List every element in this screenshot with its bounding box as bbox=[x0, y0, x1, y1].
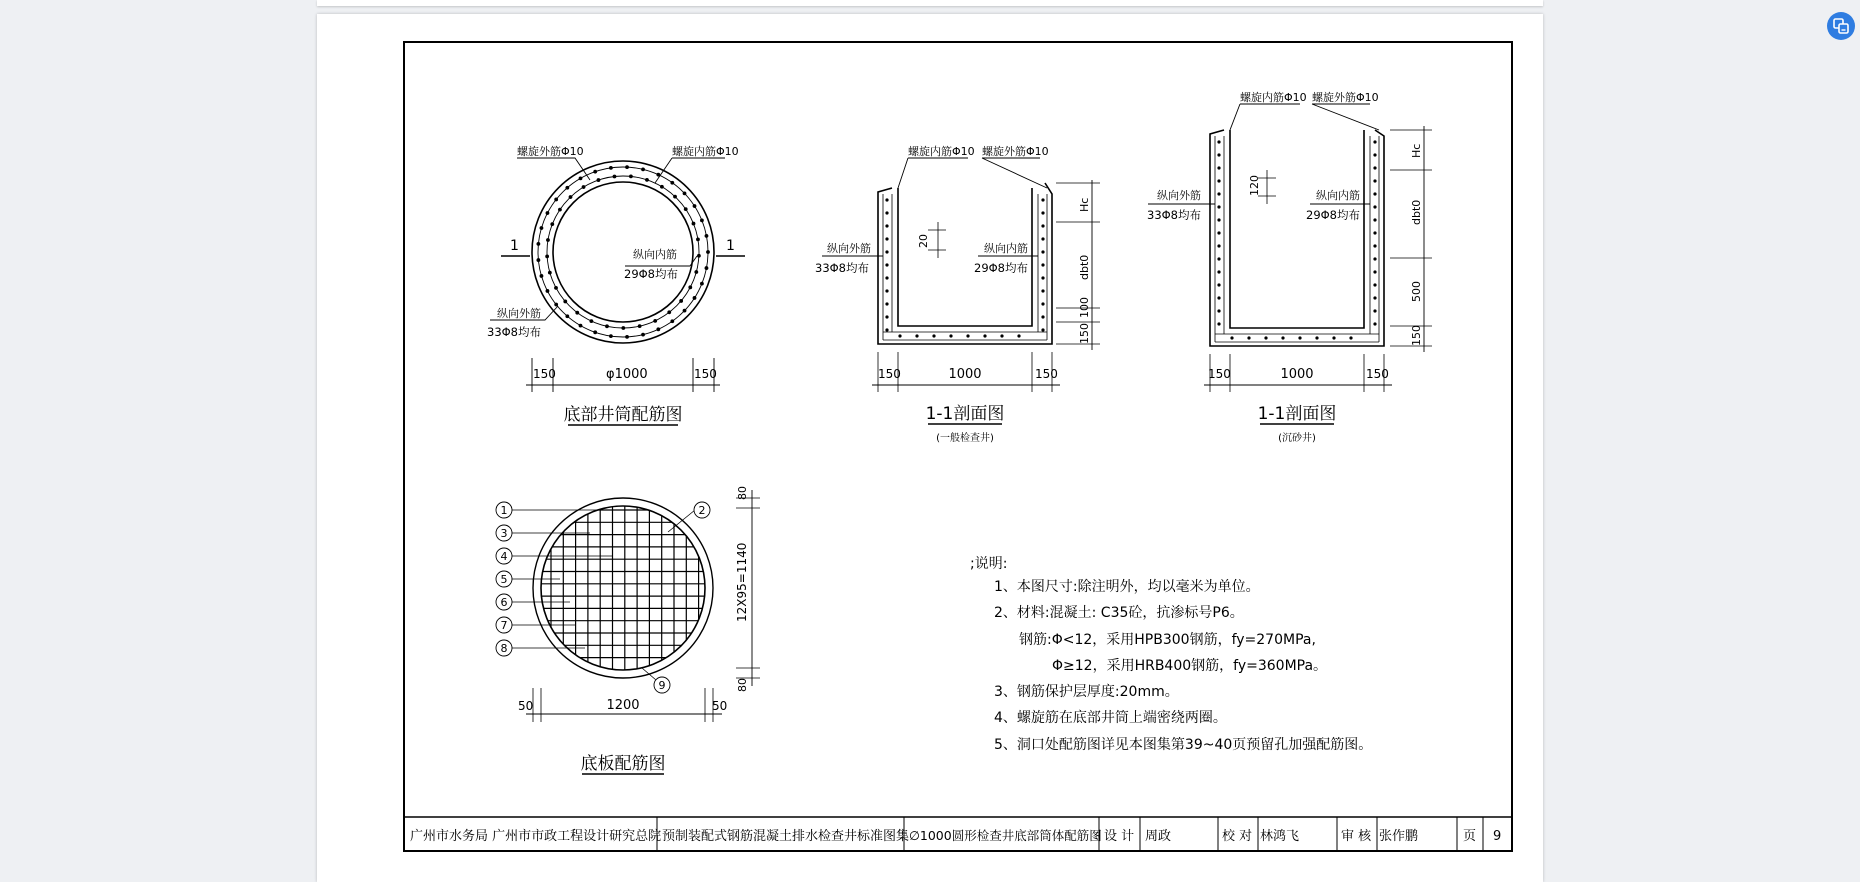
rebar-dot bbox=[1217, 179, 1220, 182]
rebar-dot bbox=[670, 319, 674, 323]
rebar-dot bbox=[1217, 231, 1220, 234]
dim-hc: Hc bbox=[1410, 143, 1423, 158]
base-rebar-mesh bbox=[535, 500, 711, 676]
dim-right: 150 bbox=[1035, 367, 1058, 381]
rebar-dot bbox=[638, 324, 642, 328]
base-rebar-marks bbox=[496, 502, 710, 693]
dim-db: dbt0 bbox=[1410, 199, 1423, 225]
rebar-dot bbox=[885, 276, 888, 279]
rebar-dot bbox=[673, 195, 677, 199]
mark-number: 8 bbox=[500, 642, 508, 655]
rebar-dot bbox=[1373, 283, 1376, 286]
review-name: 张作鹏 bbox=[1379, 829, 1419, 844]
rebar-dot bbox=[966, 334, 969, 337]
view-subtitle-section-sand: (沉砂井) bbox=[1278, 433, 1316, 444]
dim-left: 150 bbox=[1208, 367, 1231, 381]
rebar-dot bbox=[885, 211, 888, 214]
rebar-dot bbox=[653, 319, 657, 323]
rebar-dot bbox=[540, 274, 544, 278]
rebar-dot bbox=[565, 186, 569, 190]
rebar-dot bbox=[641, 333, 645, 337]
rebar-dot bbox=[593, 330, 597, 334]
mark-number: 6 bbox=[500, 596, 508, 609]
rebar-dot bbox=[641, 167, 645, 171]
rebar-dot bbox=[621, 326, 625, 330]
rebar-dot bbox=[885, 302, 888, 305]
dim-left: 150 bbox=[878, 367, 901, 381]
rebar-dot bbox=[696, 237, 700, 241]
rebar-dot bbox=[579, 176, 583, 180]
rebar-dot bbox=[1373, 322, 1376, 325]
dim-width: 1000 bbox=[1280, 367, 1314, 382]
dim-diameter: φ1000 bbox=[606, 367, 648, 382]
dim-spacing: 120 bbox=[1248, 175, 1261, 196]
rebar-dot bbox=[983, 334, 986, 337]
mark-number: 5 bbox=[500, 573, 508, 586]
rebar-dot bbox=[536, 242, 540, 246]
rebar-dot bbox=[692, 222, 696, 226]
dim-width: 1000 bbox=[948, 367, 982, 382]
floating-tool-button[interactable] bbox=[1827, 12, 1855, 40]
rebar-dot bbox=[1373, 270, 1376, 273]
drawing-frame bbox=[404, 42, 1512, 851]
mark-number: 9 bbox=[658, 679, 666, 692]
rebar-dot bbox=[1041, 211, 1044, 214]
rebar-dot bbox=[1349, 336, 1352, 339]
well-plan-view bbox=[487, 144, 745, 425]
rebar-dot bbox=[1298, 336, 1301, 339]
rebar-dot bbox=[1373, 205, 1376, 208]
rebar-dot bbox=[684, 207, 688, 211]
rebar-dot bbox=[548, 271, 552, 275]
mark-number: 4 bbox=[500, 550, 508, 563]
rebar-dot bbox=[697, 254, 701, 258]
rebar-dot bbox=[679, 299, 683, 303]
rebar-dot bbox=[885, 289, 888, 292]
rebar-dot bbox=[667, 310, 671, 314]
rebar-dot bbox=[1217, 205, 1220, 208]
rebar-dot bbox=[593, 170, 597, 174]
rebar-dot bbox=[1217, 257, 1220, 260]
inner-spiral-label: 螺旋内筋Φ10 bbox=[1240, 91, 1307, 104]
rebar-dot bbox=[915, 334, 918, 337]
rebar-dot bbox=[546, 289, 550, 293]
mark-number: 2 bbox=[698, 504, 706, 517]
rebar-dot bbox=[1217, 153, 1220, 156]
rebar-dot bbox=[565, 314, 569, 318]
section-sand-bars bbox=[1217, 140, 1376, 339]
rebar-dot bbox=[885, 237, 888, 240]
design-notes bbox=[970, 556, 1372, 753]
rebar-dot bbox=[694, 270, 698, 274]
rebar-dot bbox=[536, 258, 540, 262]
title-block bbox=[410, 817, 1501, 851]
outer-long-spec: 33Φ8均布 bbox=[487, 325, 542, 339]
page-number: 9 bbox=[1493, 829, 1502, 844]
dim-width: 1200 bbox=[606, 698, 640, 713]
rebar-dot bbox=[629, 175, 633, 179]
rebar-dot bbox=[1373, 257, 1376, 260]
notes-heading: ;说明: bbox=[970, 556, 1008, 572]
mark-number: 1 bbox=[500, 504, 508, 517]
rebar-dot bbox=[554, 198, 558, 202]
rebar-dot bbox=[706, 250, 710, 254]
dim-150-v: 150 bbox=[1078, 323, 1091, 344]
rebar-dot bbox=[569, 195, 573, 199]
document-page bbox=[317, 14, 1543, 882]
dim-left: 50 bbox=[518, 699, 534, 713]
page-label: 页 bbox=[1463, 829, 1477, 844]
design-name: 周政 bbox=[1145, 829, 1172, 844]
outer-long-spec: 33Φ8均布 bbox=[1147, 208, 1202, 222]
rebar-dot bbox=[1217, 166, 1220, 169]
rebar-dot bbox=[1217, 270, 1220, 273]
rebar-dot bbox=[1217, 192, 1220, 195]
section-mark-left: 1 bbox=[510, 238, 519, 254]
rebar-dot bbox=[1041, 198, 1044, 201]
rebar-dot bbox=[1373, 166, 1376, 169]
rebar-dot bbox=[609, 166, 613, 170]
rebar-dot bbox=[1041, 328, 1044, 331]
rebar-dot bbox=[688, 285, 692, 289]
rebar-dot bbox=[1247, 336, 1250, 339]
note-line: Φ≥12，采用HRB400钢筋，fy=360MPa。 bbox=[1052, 658, 1328, 674]
dim-top: 80 bbox=[736, 486, 749, 500]
note-line: 2、材料:混凝土: C35砼，抗渗标号P6。 bbox=[994, 605, 1244, 621]
rebar-dot bbox=[670, 181, 674, 185]
drawing-title: ∅1000圆形检查井底部筒体配筋图 bbox=[909, 828, 1102, 843]
rebar-dot bbox=[683, 309, 687, 313]
rebar-dot bbox=[1041, 276, 1044, 279]
rebar-dot bbox=[1041, 250, 1044, 253]
dim-right: 50 bbox=[712, 699, 728, 713]
note-line: 4、螺旋筋在底部井筒上端密绕两圈。 bbox=[994, 710, 1227, 726]
rebar-dot bbox=[1041, 289, 1044, 292]
rebar-dot bbox=[693, 296, 697, 300]
rebar-dot bbox=[545, 255, 549, 259]
section-mark-right: 1 bbox=[726, 238, 735, 254]
inner-long-label: 纵向内筋 bbox=[1316, 189, 1360, 202]
dim-bottom: 80 bbox=[736, 678, 749, 692]
rebar-dot bbox=[885, 224, 888, 227]
dim-100: 100 bbox=[1078, 297, 1091, 318]
review-label: 审 核 bbox=[1341, 829, 1372, 844]
rebar-dot bbox=[1041, 263, 1044, 266]
rebar-dot bbox=[550, 222, 554, 226]
view-title-base-plan: 底板配筋图 bbox=[580, 754, 666, 774]
rebar-dot bbox=[563, 300, 567, 304]
rebar-dot bbox=[705, 234, 709, 238]
view-subtitle-section-general: (一般检查井) bbox=[936, 433, 994, 444]
rebar-dot bbox=[1315, 336, 1318, 339]
view-title-section-sand: 1-1剖面图 bbox=[1257, 404, 1337, 424]
rebar-dot bbox=[885, 198, 888, 201]
rebar-dot bbox=[609, 334, 613, 338]
section-sand-view bbox=[1147, 90, 1432, 444]
rebar-dot bbox=[949, 334, 952, 337]
rebar-dot bbox=[1373, 192, 1376, 195]
rebar-dot bbox=[1373, 140, 1376, 143]
outer-long-spec: 33Φ8均布 bbox=[815, 261, 870, 275]
rebar-dot bbox=[613, 175, 617, 179]
rebar-dot bbox=[1332, 336, 1335, 339]
rebar-dot bbox=[589, 319, 593, 323]
inner-long-spec: 29Φ8均布 bbox=[1306, 208, 1361, 222]
outer-spiral-label: 螺旋外筋Φ10 bbox=[982, 145, 1049, 158]
rebar-dot bbox=[1217, 309, 1220, 312]
rebar-dot bbox=[605, 324, 609, 328]
rebar-dot bbox=[1230, 336, 1233, 339]
rebar-dot bbox=[579, 324, 583, 328]
check-label: 校 对 bbox=[1222, 829, 1253, 844]
rebar-dot bbox=[1373, 244, 1376, 247]
rebar-dot bbox=[1373, 179, 1376, 182]
atlas-name: 预制装配式钢筋混凝土排水检查井标准图集 bbox=[662, 829, 910, 844]
note-line: 5、洞口处配筋图详见本图集第39~40页预留孔加强配筋图。 bbox=[994, 737, 1373, 753]
dim-hc: Hc bbox=[1078, 197, 1091, 212]
rebar-dot bbox=[1217, 244, 1220, 247]
inner-spiral-label: 螺旋内筋Φ10 bbox=[672, 145, 739, 158]
rebar-dot bbox=[546, 238, 550, 242]
rebar-dot bbox=[1217, 322, 1220, 325]
rebar-dot bbox=[546, 211, 550, 215]
rebar-dot bbox=[1017, 334, 1020, 337]
check-name: 林鸿飞 bbox=[1260, 829, 1300, 844]
mark-leader bbox=[642, 668, 656, 680]
view-title-section-general: 1-1剖面图 bbox=[925, 404, 1005, 424]
rebar-dot bbox=[558, 208, 562, 212]
note-line: 3、钢筋保护层厚度:20mm。 bbox=[994, 684, 1179, 700]
rebar-dot bbox=[1041, 302, 1044, 305]
dim-150-v: 150 bbox=[1410, 325, 1423, 346]
base-plan-view bbox=[496, 486, 760, 774]
rebar-dot bbox=[1217, 140, 1220, 143]
rebar-dot bbox=[898, 334, 901, 337]
inner-long-spec: 29Φ8均布 bbox=[624, 267, 679, 281]
rebar-dot bbox=[554, 286, 558, 290]
drawing-sheet bbox=[317, 14, 1543, 882]
rebar-dot bbox=[683, 191, 687, 195]
rebar-dot bbox=[932, 334, 935, 337]
rebar-dot bbox=[660, 185, 664, 189]
rebar-dot bbox=[885, 250, 888, 253]
dim-left: 150 bbox=[533, 367, 556, 381]
rebar-dot bbox=[1041, 237, 1044, 240]
rebar-dot bbox=[885, 328, 888, 331]
rebar-dot bbox=[540, 226, 544, 230]
rebar-dot bbox=[575, 311, 579, 315]
mark-number: 7 bbox=[500, 619, 508, 632]
rebar-dot bbox=[1041, 315, 1044, 318]
dim-500: 500 bbox=[1410, 281, 1423, 302]
inner-spiral-label: 螺旋内筋Φ10 bbox=[908, 145, 975, 158]
rebar-dot bbox=[1041, 224, 1044, 227]
inner-long-spec: 29Φ8均布 bbox=[974, 261, 1029, 275]
outer-long-label: 纵向外筋 bbox=[497, 307, 541, 320]
rebar-dot bbox=[625, 165, 629, 169]
rebar-dot bbox=[645, 178, 649, 182]
rebar-dot bbox=[1217, 283, 1220, 286]
inner-long-label: 纵向内筋 bbox=[633, 248, 677, 261]
rebar-dot bbox=[693, 204, 697, 208]
rebar-dot bbox=[1373, 296, 1376, 299]
gallery-icon bbox=[1833, 18, 1849, 34]
dim-db: dbt0 bbox=[1078, 254, 1091, 280]
rebar-dot bbox=[885, 263, 888, 266]
section-general-view bbox=[815, 144, 1100, 444]
org-name: 广州市水务局 广州市市政工程设计研究总院 bbox=[410, 829, 662, 844]
rebar-dot bbox=[1373, 218, 1376, 221]
note-line: 1、本图尺寸:除注明外，均以毫米为单位。 bbox=[994, 579, 1260, 595]
rebar-dot bbox=[1217, 296, 1220, 299]
dim-spacing: 20 bbox=[917, 234, 930, 248]
note-line: 钢筋:Φ<12，采用HPB300钢筋，fy=270MPa, bbox=[1019, 632, 1316, 648]
rebar-dot bbox=[1373, 309, 1376, 312]
outer-spiral-label: 螺旋外筋Φ10 bbox=[1312, 91, 1379, 104]
rebar-dot bbox=[582, 185, 586, 189]
rebar-dot bbox=[1217, 218, 1220, 221]
mark-number: 3 bbox=[500, 527, 508, 540]
rebar-dot bbox=[1373, 153, 1376, 156]
dim-right: 150 bbox=[1366, 367, 1389, 381]
inner-long-bars bbox=[545, 175, 701, 330]
rebar-dot bbox=[625, 335, 629, 339]
rebar-dot bbox=[700, 219, 704, 223]
previous-page-edge bbox=[317, 0, 1543, 6]
rebar-dot bbox=[1281, 336, 1284, 339]
rebar-dot bbox=[656, 327, 660, 331]
dim-right: 150 bbox=[694, 367, 717, 381]
rebar-dot bbox=[885, 315, 888, 318]
rebar-dot bbox=[1000, 334, 1003, 337]
rebar-dot bbox=[1373, 231, 1376, 234]
outer-long-label: 纵向外筋 bbox=[827, 242, 871, 255]
outer-long-label: 纵向外筋 bbox=[1157, 189, 1201, 202]
outer-long-bars bbox=[536, 165, 709, 339]
view-title-well-plan: 底部井筒配筋图 bbox=[563, 405, 683, 425]
rebar-dot bbox=[705, 266, 709, 270]
design-label: 设 计 bbox=[1104, 829, 1135, 844]
rebar-dot bbox=[700, 282, 704, 286]
dim-span: 12X95=1140 bbox=[735, 542, 749, 622]
rebar-dot bbox=[1264, 336, 1267, 339]
inner-long-label: 纵向内筋 bbox=[984, 242, 1028, 255]
outer-spiral-label: 螺旋外筋Φ10 bbox=[517, 145, 584, 158]
rebar-dot bbox=[597, 178, 601, 182]
